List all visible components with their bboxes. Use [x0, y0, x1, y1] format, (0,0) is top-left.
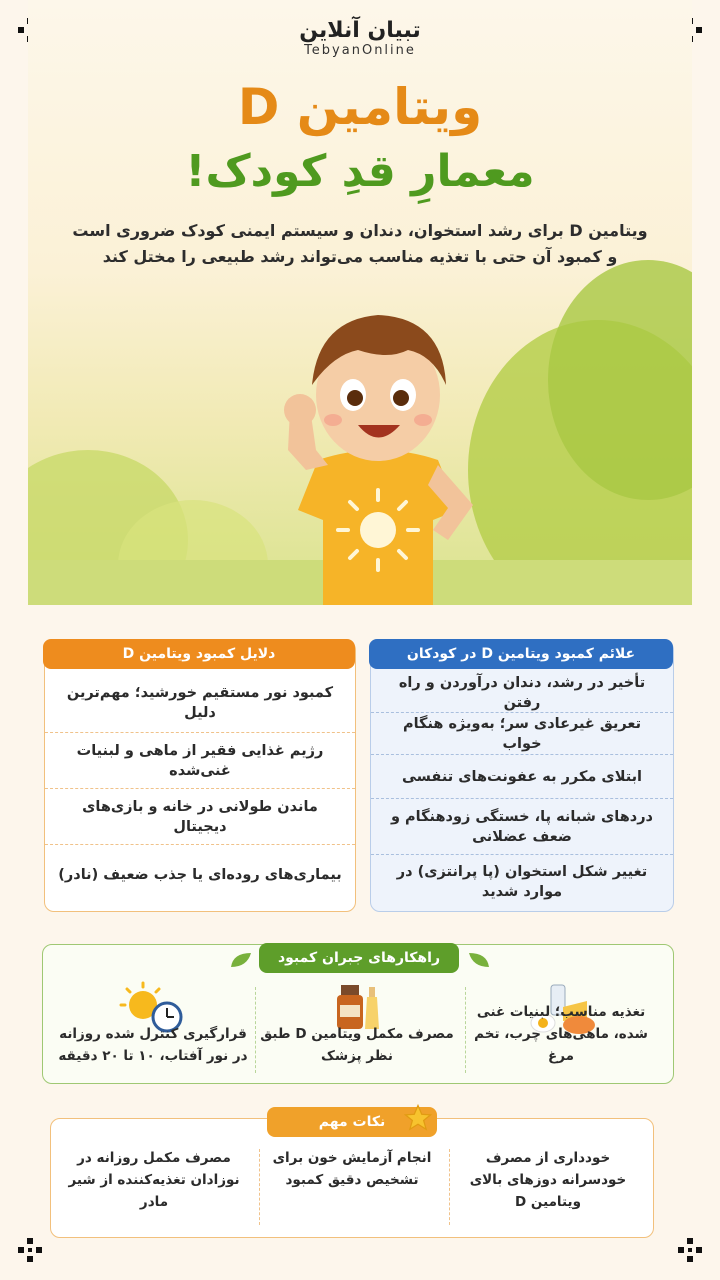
- symptoms-title: علائم کمبود ویتامین D در کودکان: [369, 639, 673, 669]
- corner-ornament-icon: [676, 1236, 704, 1264]
- solutions-title: راهکارهای جبران کمبود: [259, 943, 459, 973]
- corner-ornament-icon: [16, 1236, 44, 1264]
- solution-text: قرارگیری کنترل شده روزانه در نور آفتاب، ۱۰ تا ۲۰ دقیقه: [58, 1026, 248, 1064]
- list-item: تعریق غیرعادی سر؛ به‌ویژه هنگام خواب: [371, 713, 673, 755]
- notes-box: [50, 1114, 654, 1238]
- list-item: بیماری‌های روده‌ای یا جذب ضعیف (نادر): [58, 867, 342, 883]
- list-item: تأخیر در رشد، دندان درآوردن و راه رفتن: [371, 673, 673, 713]
- list-item: رژیم غذایی فقیر از ماهی و لبنیات غنی‌شده: [45, 733, 355, 789]
- note-item: مصرف مکمل روزانه در نوزادان تغذیه‌کننده از شیر مادر: [68, 1150, 240, 1210]
- boy-illustration: [248, 300, 508, 605]
- intro-line-1: ویتامین D برای رشد استخوان، دندان و سیستم ایمنی کودک ضروری است: [72, 221, 648, 240]
- intro-line-2: و کمبود آن حتی با تغذیه مناسب می‌تواند رشد طبیعی را مختل کند: [102, 247, 618, 266]
- brand-logo: [0, 18, 720, 58]
- note-item: انجام آزمایش خون برای تشخیص دقیق کمبود: [272, 1150, 432, 1188]
- list-item: ابتلای مکرر به عفونت‌های تنفسی: [371, 755, 673, 799]
- solution-item: [461, 975, 661, 1079]
- solution-text: مصرف مکمل ویتامین D طبق نظر پزشک: [260, 1026, 454, 1064]
- logo-text-en: TebyanOnline: [304, 43, 416, 58]
- list-item: کمبود نور مستقیم خورشید؛ مهم‌ترین دلیل: [45, 673, 355, 733]
- logo-text-fa: تبیان آنلاین: [299, 18, 421, 43]
- list-item: ماندن طولانی در خانه و بازی‌های دیجیتال: [45, 789, 355, 845]
- solution-text: تغذیه مناسب؛ لبنیات غنی شده، ماهی‌های چرب، تخم مرغ: [474, 1004, 648, 1064]
- star-icon: [403, 1103, 433, 1133]
- intro-text: [60, 218, 660, 270]
- note-item: خودداری از مصرف خودسرانه دوزهای بالای ویتامین D: [469, 1150, 627, 1210]
- causes-title: دلایل کمبود ویتامین D: [43, 639, 355, 669]
- page-subtitle: معمارِ قدِ کودک!: [185, 146, 535, 197]
- causes-box: [44, 640, 356, 912]
- leaf-icon: [467, 951, 491, 969]
- list-item: دردهای شبانه پا، خستگی زودهنگام و ضعف عضلانی: [371, 799, 673, 855]
- leaf-icon: [229, 951, 253, 969]
- notes-title-text: نکات مهم: [318, 1114, 386, 1130]
- page-title: ویتامین D: [237, 78, 483, 136]
- list-item: تغییر شکل استخوان (پا پرانتزی) در موارد شدید: [396, 864, 648, 900]
- symptoms-box: [370, 640, 674, 912]
- solution-item: [53, 975, 253, 1079]
- solutions-box: [42, 944, 674, 1084]
- solution-item: [257, 975, 457, 1079]
